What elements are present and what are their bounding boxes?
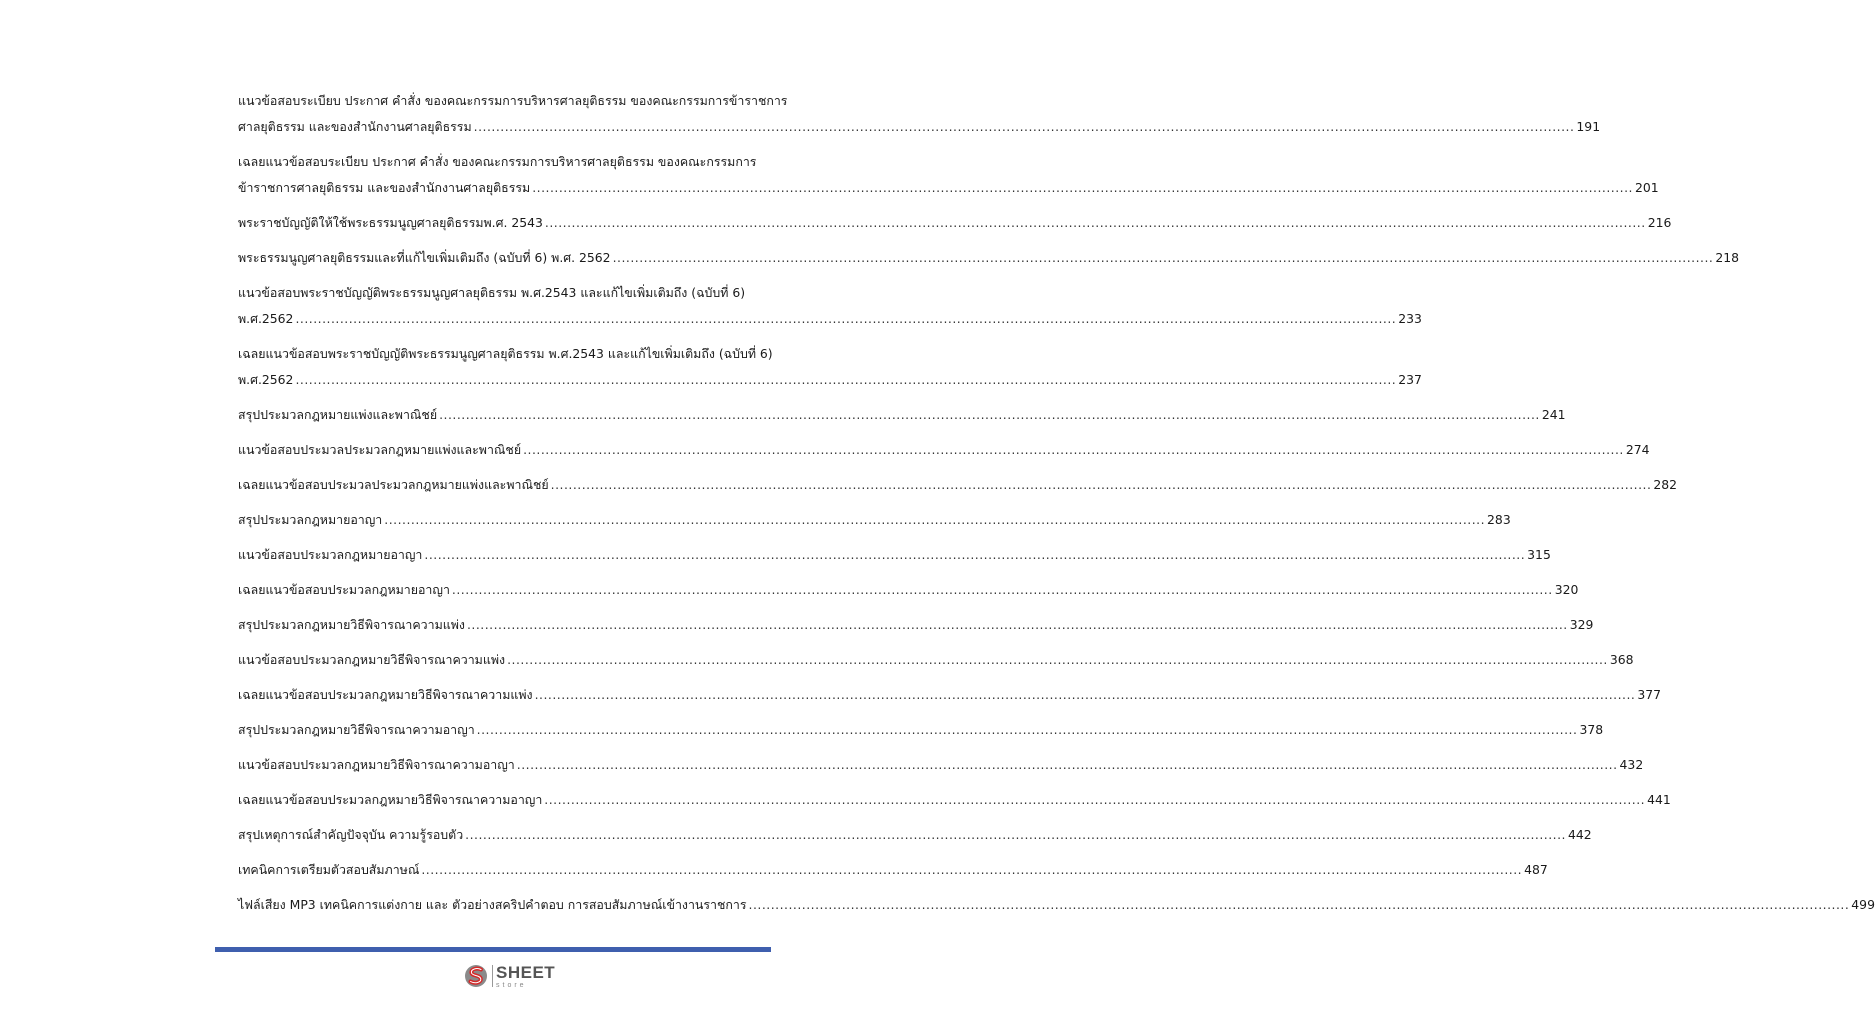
toc-entry-title-line: แนวข้อสอบประมวลกฎหมายอาญา: [238, 547, 423, 562]
toc-dot-leader: [477, 717, 1578, 743]
toc-page-number: 216: [1647, 215, 1672, 230]
toc-entry-title-line: เฉลยแนวข้อสอบระเบียบ ประกาศ คำสั่ง ของคณะกรรมการบริหารศาลยุติธรรม ของคณะกรรมการ: [238, 154, 757, 169]
toc-entry-title-line: ไฟล์เสียง MP3 เทคนิคการแต่งกาย และ ตัวอย่างสคริปคำตอบ การสอบสัมภาษณ์เข้างานราชการ: [238, 897, 747, 912]
toc-dot-leader: [467, 612, 1568, 638]
toc-entry: [238, 577, 1579, 603]
toc-dot-leader: [551, 472, 1652, 498]
toc-entry: [238, 752, 1644, 778]
toc-entry-title-line: แนวข้อสอบระเบียบ ประกาศ คำสั่ง ของคณะกรรมการบริหารศาลยุติธรรม ของคณะกรรมการข้าราชการ: [238, 93, 788, 108]
toc-entry: [238, 245, 1739, 271]
toc-entry-title-line: พ.ศ.2562: [238, 311, 294, 326]
toc-entry-title-line: เฉลยแนวข้อสอบประมวลประมวลกฎหมายแพ่งและพาณิชย์: [238, 477, 549, 492]
toc-entry-title-line: สรุปเหตุการณ์สำคัญปัจจุบัน ความรู้รอบตัว: [238, 827, 464, 842]
toc-entry-title-line: เทคนิคการเตรียมตัวสอบสัมภาษณ์: [238, 862, 420, 877]
footer-rule: [215, 947, 771, 952]
toc-entry: [238, 402, 1566, 428]
toc-entry: [238, 542, 1551, 568]
toc-entry-title-line: สรุปประมวลกฎหมายแพ่งและพาณิชย์: [238, 407, 438, 422]
toc-dot-leader: [295, 367, 1396, 393]
toc-entry: [238, 472, 1678, 498]
logo-wordmark: SHEET: [496, 962, 556, 982]
toc-page-number: 315: [1527, 547, 1551, 562]
toc-page-number: 191: [1576, 119, 1601, 134]
toc-page-number: 487: [1524, 862, 1548, 877]
toc-dot-leader: [474, 114, 1575, 140]
toc-entry: [238, 88, 1601, 140]
toc-entry-title-line: เฉลยแนวข้อสอบประมวลกฎหมายวิธีพิจารณาความแพ่ง: [238, 687, 533, 702]
toc-dot-leader: [523, 437, 1624, 463]
toc-entry: [238, 507, 1511, 533]
toc-page-number: 320: [1554, 582, 1579, 597]
toc-dot-leader: [295, 306, 1396, 332]
toc-entry-title-line: ข้าราชการศาลยุติธรรม และของสำนักงานศาลยุติธรรม: [238, 180, 531, 195]
toc-entry: [238, 149, 1659, 201]
toc-dot-leader: [613, 245, 1714, 271]
toc-entry: [238, 892, 1875, 918]
toc-entry: [238, 682, 1662, 708]
toc-page-number: 378: [1579, 722, 1604, 737]
toc-entry-title-line: พระธรรมนูญศาลยุติธรรมและที่แก้ไขเพิ่มเติมถึง (ฉบับที่ 6) พ.ศ. 2562: [238, 250, 611, 265]
toc-dot-leader: [452, 577, 1553, 603]
toc-entry-title-line: สรุปประมวลกฎหมายอาญา: [238, 512, 383, 527]
sheet-store-logo-icon: [464, 963, 488, 989]
toc-dot-leader: [517, 752, 1618, 778]
toc-entry-title-line: เฉลยแนวข้อสอบพระราชบัญญัติพระธรรมนูญศาลยุติธรรม พ.ศ.2543 และแก้ไขเพิ่มเติมถึง (ฉบับที่ 6): [238, 346, 773, 361]
toc-dot-leader: [465, 822, 1566, 848]
logo-subtitle: store: [496, 981, 527, 989]
toc-entry: [238, 857, 1548, 883]
toc-page-number: 442: [1567, 827, 1592, 842]
toc-page-number: 329: [1569, 617, 1594, 632]
toc-entry: [238, 647, 1634, 673]
toc-entry-title-line: เฉลยแนวข้อสอบประมวลกฎหมายวิธีพิจารณาความอาญา: [238, 792, 543, 807]
toc-entry-title-line: พ.ศ.2562: [238, 372, 294, 387]
toc-entry: [238, 280, 1422, 332]
toc-dot-leader: [421, 857, 1522, 883]
toc-dot-leader: [532, 175, 1633, 201]
toc-entry-title-line: ศาลยุติธรรม และของสำนักงานศาลยุติธรรม: [238, 119, 472, 134]
toc-entry-title-line: เฉลยแนวข้อสอบประมวลกฎหมายอาญา: [238, 582, 450, 597]
toc-entry-title-line: แนวข้อสอบประมวลกฎหมายวิธีพิจารณาความอาญา: [238, 757, 515, 772]
toc-entry: [238, 437, 1650, 463]
toc-dot-leader: [544, 787, 1645, 813]
toc-page-number: 233: [1398, 311, 1422, 326]
table-of-contents: [238, 88, 1875, 927]
toc-entry: [238, 822, 1592, 848]
toc-page-number: 368: [1609, 652, 1634, 667]
toc-dot-leader: [507, 647, 1608, 673]
toc-dot-leader: [749, 892, 1850, 918]
toc-page-number: 282: [1653, 477, 1678, 492]
toc-page-number: 201: [1634, 180, 1659, 195]
toc-entry-title-line: แนวข้อสอบพระราชบัญญัติพระธรรมนูญศาลยุติธรรม พ.ศ.2543 และแก้ไขเพิ่มเติมถึง (ฉบับที่ 6): [238, 285, 746, 300]
toc-dot-leader: [535, 682, 1636, 708]
toc-entry: [238, 717, 1604, 743]
toc-page-number: 432: [1619, 757, 1644, 772]
toc-dot-leader: [439, 402, 1540, 428]
toc-page-number: 218: [1715, 250, 1739, 265]
toc-entry: [238, 341, 1422, 393]
toc-page-number: 274: [1625, 442, 1650, 457]
toc-dot-leader: [545, 210, 1646, 236]
logo-separator: [492, 965, 493, 987]
toc-dot-leader: [424, 542, 1525, 568]
toc-page-number: 237: [1398, 372, 1422, 387]
toc-page-number: 441: [1647, 792, 1671, 807]
toc-entry-title-line: สรุปประมวลกฎหมายวิธีพิจารณาความอาญา: [238, 722, 475, 737]
toc-entry-title-line: สรุปประมวลกฎหมายวิธีพิจารณาความแพ่ง: [238, 617, 465, 632]
toc-entry-title-line: พระราชบัญญัติให้ใช้พระธรรมนูญศาลยุติธรรมพ.ศ. 2543: [238, 215, 543, 230]
toc-page-number: 241: [1541, 407, 1566, 422]
toc-page-number: 499: [1851, 897, 1875, 912]
toc-entry: [238, 210, 1672, 236]
toc-page-number: 283: [1487, 512, 1511, 527]
sheet-store-logo: [464, 961, 555, 991]
toc-entry-title-line: แนวข้อสอบประมวลประมวลกฎหมายแพ่งและพาณิชย์: [238, 442, 522, 457]
toc-dot-leader: [384, 507, 1485, 533]
toc-entry-title-line: แนวข้อสอบประมวลกฎหมายวิธีพิจารณาความแพ่ง: [238, 652, 506, 667]
toc-entry: [238, 787, 1671, 813]
toc-entry: [238, 612, 1594, 638]
toc-page-number: 377: [1637, 687, 1662, 702]
